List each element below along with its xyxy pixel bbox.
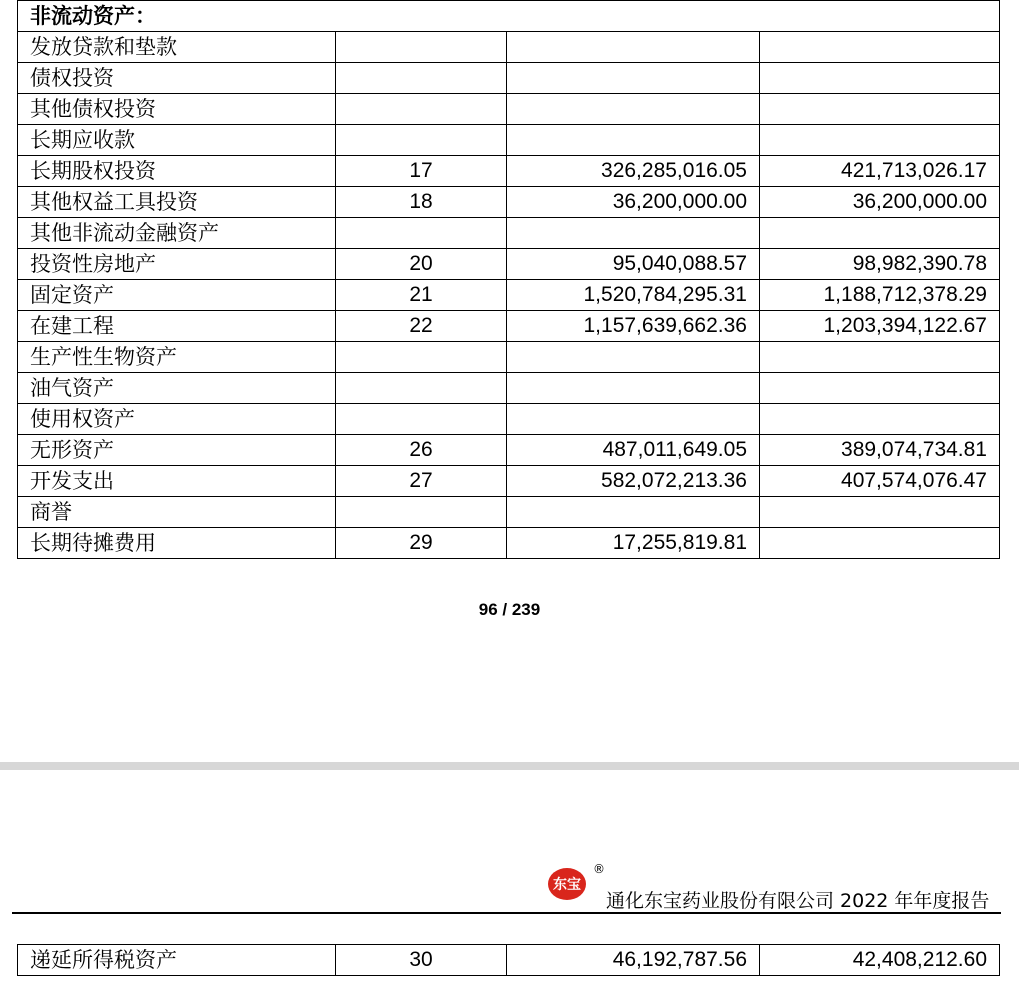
period-end-value [507,497,760,528]
table-row [18,249,1000,280]
period-end-value: 46,192,787.56 [507,945,760,976]
period-end-value: 1,157,639,662.36 [507,311,760,342]
table-row [18,187,1000,218]
table-row [18,945,1000,976]
period-begin-value [760,63,1000,94]
item-name: 其他债权投资 [18,94,336,125]
period-begin-value: 1,203,394,122.67 [760,311,1000,342]
balance-sheet-table-continued [17,944,1000,976]
item-name: 开发支出 [18,466,336,497]
period-end-value: 95,040,088.57 [507,249,760,280]
note-number [336,404,507,435]
note-number [336,373,507,404]
period-begin-value: 36,200,000.00 [760,187,1000,218]
item-name: 生产性生物资产 [18,342,336,373]
period-end-value [507,125,760,156]
item-name: 在建工程 [18,311,336,342]
period-begin-value [760,32,1000,63]
period-end-value: 487,011,649.05 [507,435,760,466]
page-number: 96 / 239 [478,600,541,619]
note-number: 27 [336,466,507,497]
item-name: 油气资产 [18,373,336,404]
note-number [336,63,507,94]
table-row [18,528,1000,559]
balance-sheet-table [17,0,1000,559]
period-end-value: 17,255,819.81 [507,528,760,559]
item-name: 长期待摊费用 [18,528,336,559]
note-number [336,32,507,63]
item-name: 长期股权投资 [18,156,336,187]
table-row [18,497,1000,528]
item-name: 债权投资 [18,63,336,94]
period-begin-value [760,125,1000,156]
period-begin-value [760,528,1000,559]
note-number [336,94,507,125]
item-name: 其他权益工具投资 [18,187,336,218]
note-number: 17 [336,156,507,187]
table-row [18,156,1000,187]
period-begin-value: 98,982,390.78 [760,249,1000,280]
item-name: 投资性房地产 [18,249,336,280]
table-row [18,125,1000,156]
period-end-value [507,218,760,249]
table-row [18,311,1000,342]
period-begin-value [760,404,1000,435]
item-name: 递延所得税资产 [18,945,336,976]
period-begin-value [760,497,1000,528]
period-end-value [507,63,760,94]
note-number [336,497,507,528]
period-begin-value [760,342,1000,373]
period-end-value: 582,072,213.36 [507,466,760,497]
period-begin-value: 421,713,026.17 [760,156,1000,187]
item-name: 其他非流动金融资产 [18,218,336,249]
period-end-value: 326,285,016.05 [507,156,760,187]
period-begin-value [760,373,1000,404]
note-number: 20 [336,249,507,280]
period-begin-value: 1,188,712,378.29 [760,280,1000,311]
logo-text: 东宝 [553,877,581,893]
table-row [18,373,1000,404]
table-row [18,435,1000,466]
table-row [18,404,1000,435]
header-rule [12,912,1001,914]
table-row [18,32,1000,63]
period-begin-value: 407,574,076.47 [760,466,1000,497]
note-number: 30 [336,945,507,976]
period-end-value [507,373,760,404]
period-end-value [507,404,760,435]
registered-mark: ® [593,862,605,876]
period-end-value [507,342,760,373]
period-end-value: 1,520,784,295.31 [507,280,760,311]
item-name: 长期应收款 [18,125,336,156]
item-name: 使用权资产 [18,404,336,435]
period-begin-value: 389,074,734.81 [760,435,1000,466]
period-begin-value [760,94,1000,125]
table-row [18,342,1000,373]
period-end-value [507,32,760,63]
note-number [336,342,507,373]
note-number: 29 [336,528,507,559]
table-row [18,466,1000,497]
period-end-value [507,94,760,125]
page-separator [0,762,1019,770]
table-row [18,280,1000,311]
note-number: 18 [336,187,507,218]
item-name: 固定资产 [18,280,336,311]
table-row [18,218,1000,249]
item-name: 发放贷款和垫款 [18,32,336,63]
note-number: 22 [336,311,507,342]
period-end-value: 36,200,000.00 [507,187,760,218]
period-begin-value [760,218,1000,249]
note-number [336,218,507,249]
period-begin-value: 42,408,212.60 [760,945,1000,976]
note-number: 21 [336,280,507,311]
note-number [336,125,507,156]
table-row [18,63,1000,94]
company-logo-icon [547,866,589,902]
note-number: 26 [336,435,507,466]
item-name: 无形资产 [18,435,336,466]
section-header: 非流动资产： [18,1,1000,32]
item-name: 商誉 [18,497,336,528]
section-header-row [18,1,1000,32]
table-row [18,94,1000,125]
report-title: 通化东宝药业股份有限公司 2022 年年度报告 [606,890,990,912]
